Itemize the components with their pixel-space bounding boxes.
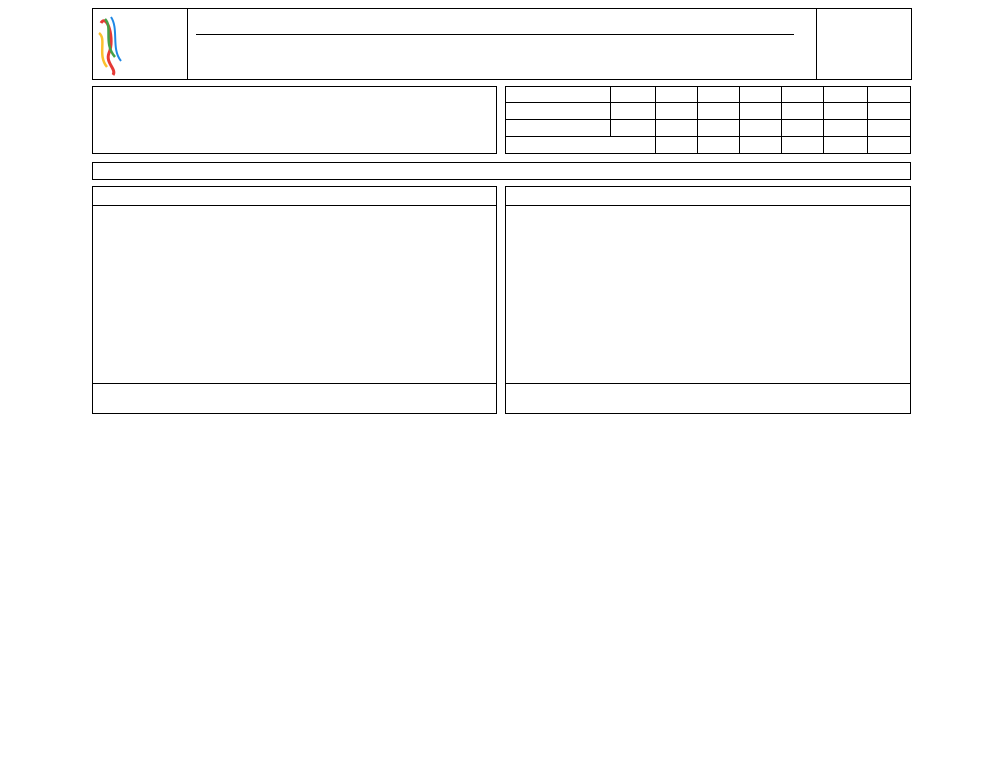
score-table [505, 86, 911, 154]
championship-logo [93, 9, 187, 79]
title-box [188, 8, 818, 80]
logo-box [92, 8, 188, 80]
aus-roster-box [505, 186, 911, 414]
referees-box [92, 162, 911, 180]
match-info-box [92, 86, 497, 154]
tha-roster-box [92, 186, 497, 414]
fivb-logo-box [816, 8, 912, 80]
